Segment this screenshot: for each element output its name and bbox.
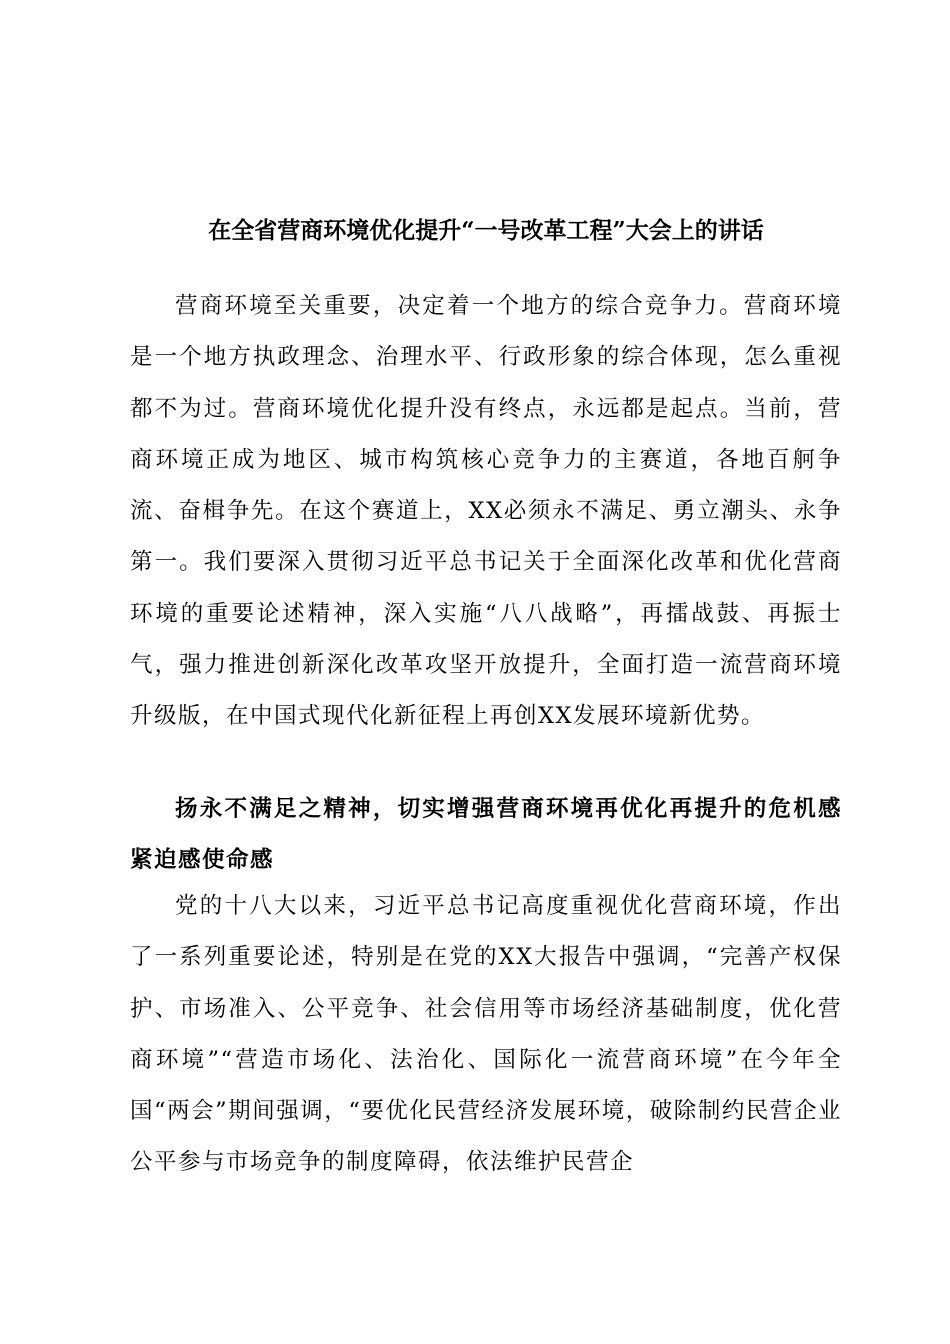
intro-paragraph: 营商环境至关重要，决定着一个地方的综合竞争力。营商环境是一个地方执政理念、治理水平、行政形象的综合体现，怎么重视都不为过。营商环境优化提升没有终点，永远都是起点。当前，营商环境正成为地区、城市构筑核心竞争力的主赛道，各地百舸争流、奋楫争先。在这个赛道上，XX必须永不满足、勇立潮头、永争第一。我们要深入贯彻习近平总书记关于全面深化改革和优化营商环境的重要论述精神，深入实施“八八战略”，再擂战鼓、再振士气，强力推进创新深化改革攻坚开放提升，全面打造一流营商环境升级版，在中国式现代化新征程上再创XX发展环境新优势。 (130, 293, 842, 730)
document-title: 在全省营商环境优化提升“一号改革工程”大会上的讲话 (208, 217, 764, 244)
body-paragraph: 党的十八大以来，习近平总书记高度重视优化营商环境，作出了一系列重要论述，特别是在党的XX大报告中强调，“完善产权保护、市场准入、公平竞争、社会信用等市场经济基础制度，优化营商环境”“营造市场化、法治化、国际化一流营商环境”在今年全国“两会”期间强调，“要优化民营经济发展环境，破除制约民营企业公平参与市场竞争的制度障碍，依法维护民营企 (130, 893, 842, 1176)
section-heading: 扬永不满足之精神，切实增强营商环境再优化再提升的危机感紧迫感使命感 (130, 796, 842, 874)
